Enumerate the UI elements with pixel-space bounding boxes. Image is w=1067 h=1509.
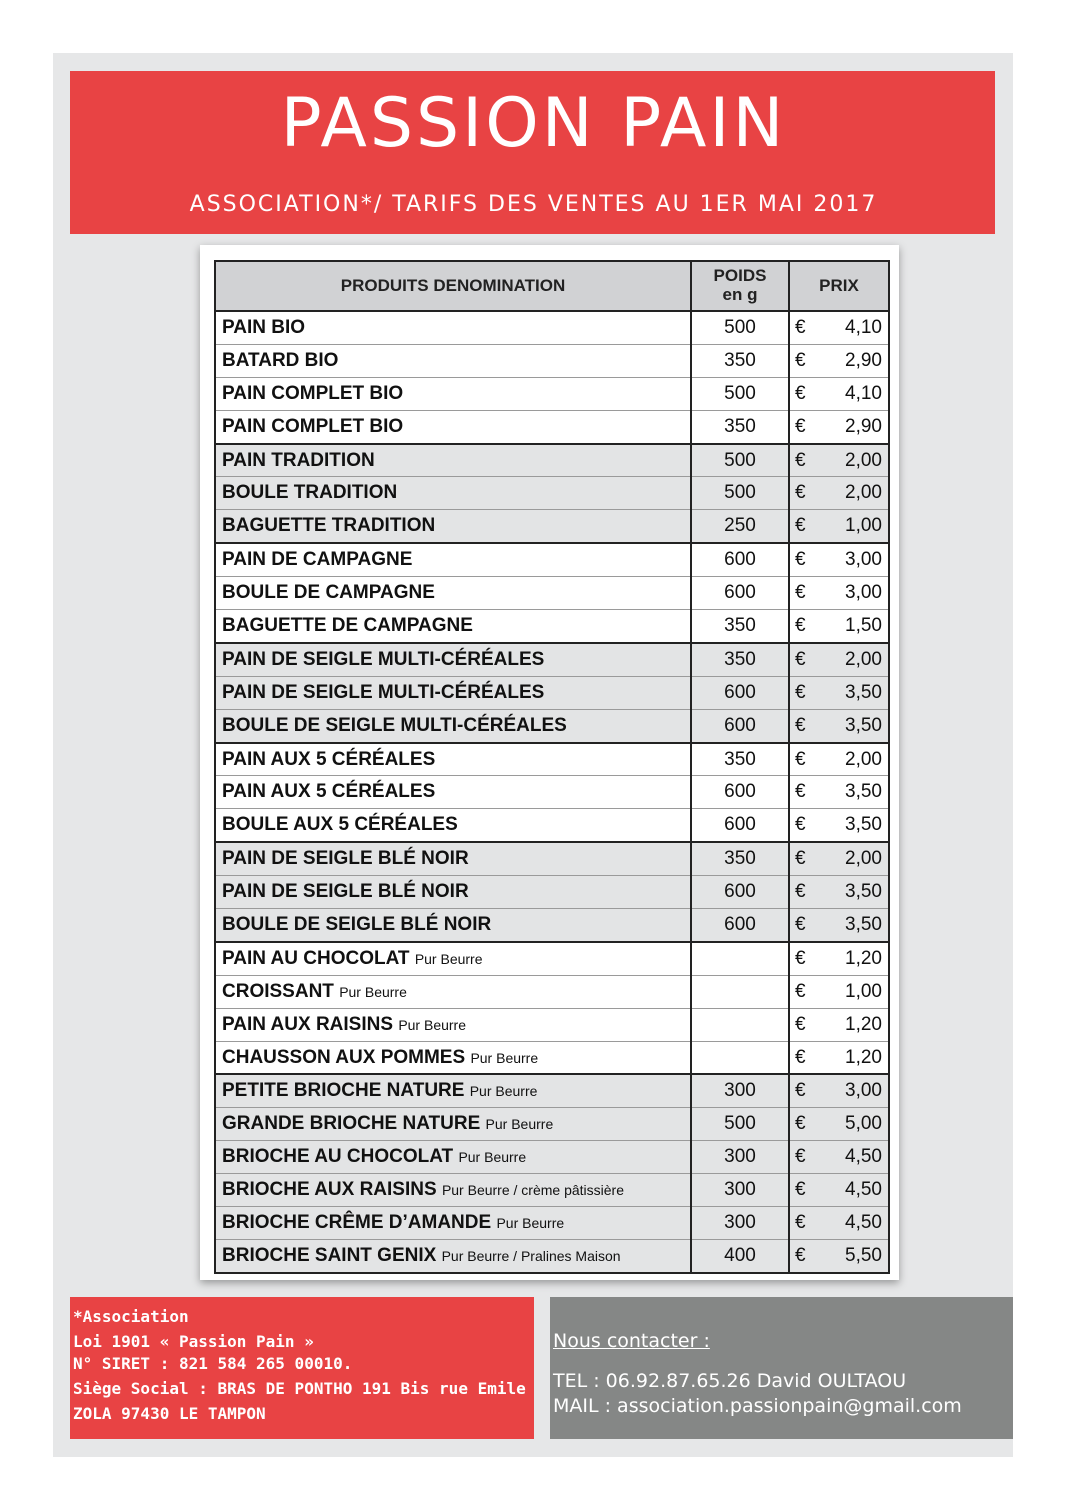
table-row — [215, 311, 889, 344]
table-row — [215, 543, 889, 576]
association-info-box — [70, 1297, 534, 1439]
product-name: BATARD BIO — [222, 349, 339, 371]
association-address-line2: ZOLA 97430 LE TAMPON — [73, 1404, 266, 1423]
product-price: 4,10 — [817, 311, 889, 344]
table-row — [215, 510, 889, 543]
table-row — [215, 709, 889, 742]
table-row — [215, 776, 889, 809]
table-row — [215, 743, 889, 776]
product-name-cell — [215, 410, 691, 443]
product-weight: 300 — [691, 1207, 789, 1240]
price-table — [214, 260, 890, 1274]
currency-symbol: € — [789, 610, 817, 643]
product-name-cell — [215, 909, 691, 942]
column-header-weight-line2: en g — [722, 285, 758, 304]
table-row — [215, 1207, 889, 1240]
currency-symbol: € — [789, 311, 817, 344]
product-price: 3,00 — [817, 1074, 889, 1107]
currency-symbol: € — [789, 410, 817, 443]
product-name: PAIN AUX RAISINS — [222, 1013, 394, 1035]
currency-symbol: € — [789, 709, 817, 742]
product-name: BRIOCHE CRÊME D’AMANDE — [222, 1211, 492, 1233]
product-price: 2,90 — [817, 410, 889, 443]
product-name-cell — [215, 709, 691, 742]
product-name: PAIN DE SEIGLE BLÉ NOIR — [222, 848, 469, 870]
association-label: *Association — [73, 1307, 189, 1326]
product-name-cell — [215, 311, 691, 344]
product-note: Pur Beurre — [339, 983, 407, 1000]
product-price: 2,90 — [817, 344, 889, 377]
product-weight — [691, 975, 789, 1008]
currency-symbol: € — [789, 1174, 817, 1207]
product-name-cell — [215, 1008, 691, 1041]
product-name-cell — [215, 676, 691, 709]
column-header-name: PRODUITS DENOMINATION — [215, 261, 691, 311]
product-name-cell — [215, 510, 691, 543]
currency-symbol: € — [789, 543, 817, 576]
page-title: PASSION PAIN — [280, 84, 787, 163]
product-price: 2,00 — [817, 743, 889, 776]
product-name-cell — [215, 942, 691, 975]
product-price: 1,20 — [817, 942, 889, 975]
product-name: BOULE TRADITION — [222, 482, 398, 504]
product-name-cell — [215, 344, 691, 377]
product-weight: 500 — [691, 311, 789, 344]
contact-email: MAIL : association.passionpain@gmail.com — [553, 1395, 962, 1417]
product-weight: 350 — [691, 842, 789, 875]
product-name: BOULE DE SEIGLE BLÉ NOIR — [222, 913, 492, 935]
product-price: 3,50 — [817, 876, 889, 909]
currency-symbol: € — [789, 344, 817, 377]
product-note: Pur Beurre — [469, 1083, 538, 1100]
contact-heading: Nous contacter : — [553, 1330, 710, 1352]
currency-symbol: € — [789, 743, 817, 776]
product-price: 1,00 — [817, 510, 889, 543]
product-price: 1,50 — [817, 610, 889, 643]
association-address-line1: Siège Social : BRAS DE PONTHO 191 Bis rue Emile — [73, 1379, 526, 1398]
table-row — [215, 842, 889, 875]
product-weight: 300 — [691, 1074, 789, 1107]
product-name-cell — [215, 577, 691, 610]
product-name-cell — [215, 543, 691, 576]
product-price: 1,20 — [817, 1008, 889, 1041]
column-header-weight-line1: POIDS — [713, 266, 767, 286]
product-note: Pur Beurre / Pralines Maison — [441, 1247, 621, 1264]
table-row — [215, 477, 889, 510]
page-subtitle: ASSOCIATION*/ TARIFS DES VENTES AU 1ER MAI 2017 — [189, 192, 878, 217]
product-name-cell — [215, 776, 691, 809]
product-price: 4,50 — [817, 1207, 889, 1240]
product-weight: 300 — [691, 1141, 789, 1174]
product-price: 5,50 — [817, 1239, 889, 1272]
currency-symbol: € — [789, 510, 817, 543]
product-weight: 600 — [691, 776, 789, 809]
product-name: BRIOCHE AUX RAISINS — [222, 1179, 437, 1201]
currency-symbol: € — [789, 444, 817, 477]
currency-symbol: € — [789, 1141, 817, 1174]
product-weight: 600 — [691, 876, 789, 909]
table-row — [215, 876, 889, 909]
product-price: 3,50 — [817, 909, 889, 942]
product-name-cell — [215, 1239, 691, 1272]
product-name-cell — [215, 743, 691, 776]
product-name: BOULE DE CAMPAGNE — [222, 582, 435, 604]
product-name: GRANDE BRIOCHE NATURE — [222, 1113, 481, 1135]
currency-symbol: € — [789, 909, 817, 942]
contact-phone: TEL : 06.92.87.65.26 David OULTAOU — [553, 1370, 907, 1392]
product-note: Pur Beurre / crème pâtissière — [441, 1182, 625, 1199]
table-row — [215, 1141, 889, 1174]
product-name: PAIN AU CHOCOLAT — [222, 947, 410, 969]
product-name: PAIN COMPLET BIO — [222, 415, 404, 437]
product-note: Pur Beurre — [414, 950, 483, 967]
product-weight — [691, 1008, 789, 1041]
product-name-cell — [215, 1108, 691, 1141]
currency-symbol: € — [789, 377, 817, 410]
product-price: 3,00 — [817, 577, 889, 610]
product-name: BOULE DE SEIGLE MULTI-CÉRÉALES — [222, 714, 567, 736]
product-name: CHAUSSON AUX POMMES — [222, 1046, 466, 1068]
product-name: PAIN DE CAMPAGNE — [222, 549, 413, 571]
product-name: PETITE BRIOCHE NATURE — [222, 1080, 465, 1102]
product-name: PAIN AUX 5 CÉRÉALES — [222, 781, 436, 803]
product-price: 2,00 — [817, 643, 889, 676]
product-name: BOULE AUX 5 CÉRÉALES — [222, 814, 458, 836]
column-header-weight — [691, 261, 789, 311]
product-price: 3,50 — [817, 776, 889, 809]
product-name-cell — [215, 876, 691, 909]
table-row — [215, 975, 889, 1008]
table-row — [215, 676, 889, 709]
currency-symbol: € — [789, 643, 817, 676]
product-note: Pur Beurre — [398, 1016, 467, 1033]
product-name: BRIOCHE SAINT GENIX — [222, 1244, 437, 1266]
currency-symbol: € — [789, 1239, 817, 1272]
product-name-cell — [215, 1074, 691, 1107]
product-name-cell — [215, 643, 691, 676]
product-name-cell — [215, 809, 691, 842]
table-row — [215, 1239, 889, 1272]
product-price: 2,00 — [817, 842, 889, 875]
currency-symbol: € — [789, 1008, 817, 1041]
table-row — [215, 909, 889, 942]
product-weight: 600 — [691, 577, 789, 610]
currency-symbol: € — [789, 1108, 817, 1141]
product-name: PAIN COMPLET BIO — [222, 382, 404, 404]
currency-symbol: € — [789, 676, 817, 709]
contact-box — [550, 1297, 1013, 1439]
table-row — [215, 1174, 889, 1207]
currency-symbol: € — [789, 577, 817, 610]
product-name: PAIN DE SEIGLE MULTI-CÉRÉALES — [222, 648, 545, 670]
product-weight: 250 — [691, 510, 789, 543]
currency-symbol: € — [789, 942, 817, 975]
product-weight: 600 — [691, 543, 789, 576]
product-name-cell — [215, 1207, 691, 1240]
product-name: PAIN DE SEIGLE BLÉ NOIR — [222, 881, 469, 903]
product-note: Pur Beurre — [485, 1116, 554, 1133]
product-note: Pur Beurre — [458, 1149, 527, 1166]
product-weight: 350 — [691, 610, 789, 643]
product-weight — [691, 1041, 789, 1074]
currency-symbol: € — [789, 975, 817, 1008]
product-weight: 600 — [691, 676, 789, 709]
product-weight: 600 — [691, 809, 789, 842]
table-row — [215, 610, 889, 643]
product-name: BRIOCHE AU CHOCOLAT — [222, 1146, 454, 1168]
product-name: PAIN DE SEIGLE MULTI-CÉRÉALES — [222, 681, 545, 703]
product-price: 2,00 — [817, 477, 889, 510]
table-row — [215, 1074, 889, 1107]
product-price: 4,50 — [817, 1141, 889, 1174]
product-weight: 350 — [691, 743, 789, 776]
currency-symbol: € — [789, 1207, 817, 1240]
product-name-cell — [215, 377, 691, 410]
product-name-cell — [215, 1141, 691, 1174]
table-row — [215, 577, 889, 610]
product-name-cell — [215, 1174, 691, 1207]
product-name-cell — [215, 1041, 691, 1074]
product-name-cell — [215, 842, 691, 875]
product-name: PAIN BIO — [222, 316, 306, 338]
currency-symbol: € — [789, 1074, 817, 1107]
product-price: 2,00 — [817, 444, 889, 477]
product-name: BAGUETTE DE CAMPAGNE — [222, 614, 473, 636]
currency-symbol: € — [789, 842, 817, 875]
table-header-row — [215, 261, 889, 311]
product-price: 1,00 — [817, 975, 889, 1008]
product-name: PAIN TRADITION — [222, 449, 375, 471]
product-price: 3,50 — [817, 709, 889, 742]
product-weight: 350 — [691, 344, 789, 377]
product-name-cell — [215, 610, 691, 643]
association-siret: N° SIRET : 821 584 265 00010. — [73, 1354, 353, 1373]
table-row — [215, 1008, 889, 1041]
product-price: 4,50 — [817, 1174, 889, 1207]
column-header-price: PRIX — [789, 261, 889, 311]
product-weight: 500 — [691, 1108, 789, 1141]
product-price: 3,50 — [817, 676, 889, 709]
table-row — [215, 410, 889, 443]
currency-symbol: € — [789, 477, 817, 510]
table-row — [215, 809, 889, 842]
product-name-cell — [215, 444, 691, 477]
product-price: 5,00 — [817, 1108, 889, 1141]
product-price: 3,00 — [817, 543, 889, 576]
currency-symbol: € — [789, 809, 817, 842]
product-weight: 400 — [691, 1239, 789, 1272]
product-weight: 500 — [691, 477, 789, 510]
product-name-cell — [215, 477, 691, 510]
product-price: 3,50 — [817, 809, 889, 842]
table-row — [215, 444, 889, 477]
product-name-cell — [215, 975, 691, 1008]
table-row — [215, 942, 889, 975]
product-price: 4,10 — [817, 377, 889, 410]
table-row — [215, 643, 889, 676]
currency-symbol: € — [789, 776, 817, 809]
product-note: Pur Beurre — [470, 1049, 539, 1066]
product-note: Pur Beurre — [496, 1214, 565, 1231]
product-price: 1,20 — [817, 1041, 889, 1074]
product-weight — [691, 942, 789, 975]
product-weight: 500 — [691, 444, 789, 477]
product-name: PAIN AUX 5 CÉRÉALES — [222, 748, 436, 770]
product-name: BAGUETTE TRADITION — [222, 515, 436, 537]
currency-symbol: € — [789, 876, 817, 909]
product-name: CROISSANT — [222, 980, 334, 1002]
table-row — [215, 344, 889, 377]
product-weight: 350 — [691, 410, 789, 443]
product-weight: 600 — [691, 709, 789, 742]
table-row — [215, 1108, 889, 1141]
table-row — [215, 377, 889, 410]
table-row — [215, 1041, 889, 1074]
product-weight: 600 — [691, 909, 789, 942]
product-weight: 500 — [691, 377, 789, 410]
currency-symbol: € — [789, 1041, 817, 1074]
product-weight: 300 — [691, 1174, 789, 1207]
association-law: Loi 1901 « Passion Pain » — [73, 1332, 314, 1351]
product-weight: 350 — [691, 643, 789, 676]
